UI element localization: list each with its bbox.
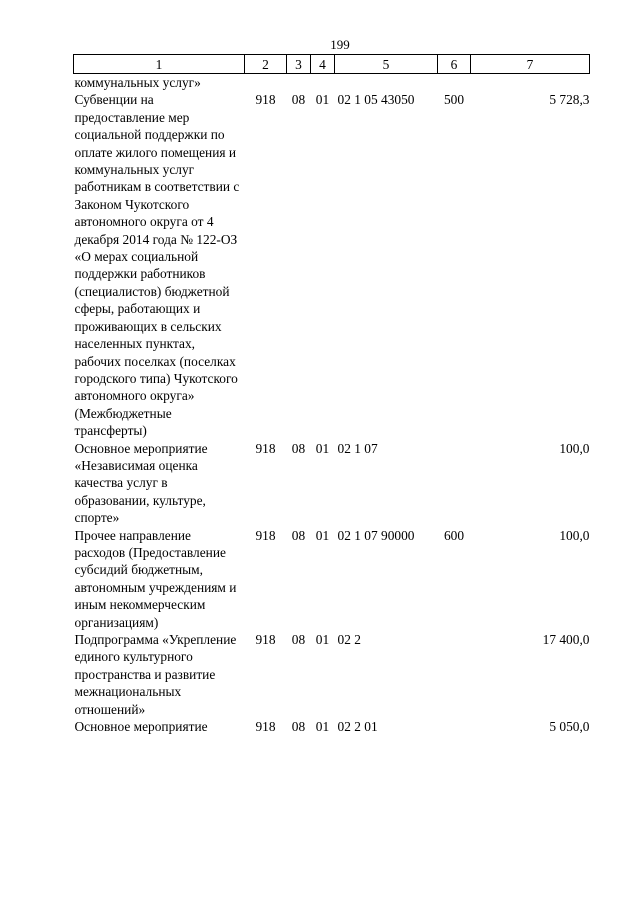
row-subsection: 01 [315,527,330,543]
page-number: 199 [330,37,350,52]
row-target-code: 02 2 01 [337,719,378,735]
row-amount: 100,0 [559,440,590,456]
row-amount: 100,0 [559,527,590,543]
header-cell-3: 3 [287,55,311,74]
table-row [74,91,590,439]
row-subsection: 01 [315,719,330,735]
row-section: 08 [291,440,306,456]
budget-table [73,54,590,735]
row-section: 08 [291,719,306,735]
header-row [74,55,590,74]
table-row [74,440,590,527]
row-name: Основное мероприятие [74,719,208,735]
row-section: 08 [291,527,306,543]
table-row [74,718,590,735]
row-expense-type [438,631,471,718]
row-subsection: 01 [315,92,330,108]
row-ministry: 918 [255,632,276,647]
row-expense-type [438,718,471,735]
row-ministry: 918 [255,527,276,543]
row-amount: 5 728,3 [549,92,590,108]
row-expense-type [438,440,471,527]
row-ministry: 918 [255,92,276,108]
row-target-code: 02 2 [337,632,361,647]
row-name: Основное мероприятие «Независимая оценка качества услуг в образовании, культуре, спорте» [74,440,208,526]
header-cell-1: 1 [74,55,245,74]
row-target-code: 02 1 07 [337,440,378,456]
row-section: 08 [291,92,306,108]
continuation-text: коммунальных услуг» [74,75,201,90]
row-amount: 5 050,0 [549,719,590,735]
table-body [74,74,590,736]
row-section: 08 [291,632,306,647]
table-header [74,55,590,74]
header-cell-2: 2 [245,55,287,74]
header-cell-7: 7 [471,55,590,74]
row-expense-type: 600 [443,527,465,543]
row-target-code: 02 1 05 43050 [337,92,415,108]
table-row [74,527,590,631]
row-subsection: 01 [315,440,330,456]
row-expense-type: 500 [443,92,465,108]
row-target-code: 02 1 07 90000 [337,527,415,543]
row-amount: 17 400,0 [542,632,590,647]
row-subsection: 01 [315,632,330,647]
header-cell-6: 6 [438,55,471,74]
continuation-row [74,74,590,92]
row-ministry: 918 [255,719,276,735]
header-cell-4: 4 [311,55,335,74]
row-name: Субвенции на предоставление мер социальной поддержки по оплате жилого помещения и коммунальных услуг работникам в соответствии с Законом Чукотского автономного округа от 4 декабря 2014 года № 122-ОЗ «О мерах социальной поддержки работников (специалистов) бюджетной сферы, работающих и проживающих в сельских населенных пунктах, рабочих поселках (поселках городского типа) Чукотского автономного округа» (Межбюджетные трансферты) [74,92,240,439]
row-name: Подпрограмма «Укрепление единого культурного пространства и развитие межнациональных отношений» [74,632,237,717]
table-row [74,631,590,718]
row-name: Прочее направление расходов (Предоставление субсидий бюджетным, автономным учреждениям и иным некоммерческим организациям) [74,527,237,630]
row-ministry: 918 [255,440,276,456]
header-cell-5: 5 [335,55,438,74]
